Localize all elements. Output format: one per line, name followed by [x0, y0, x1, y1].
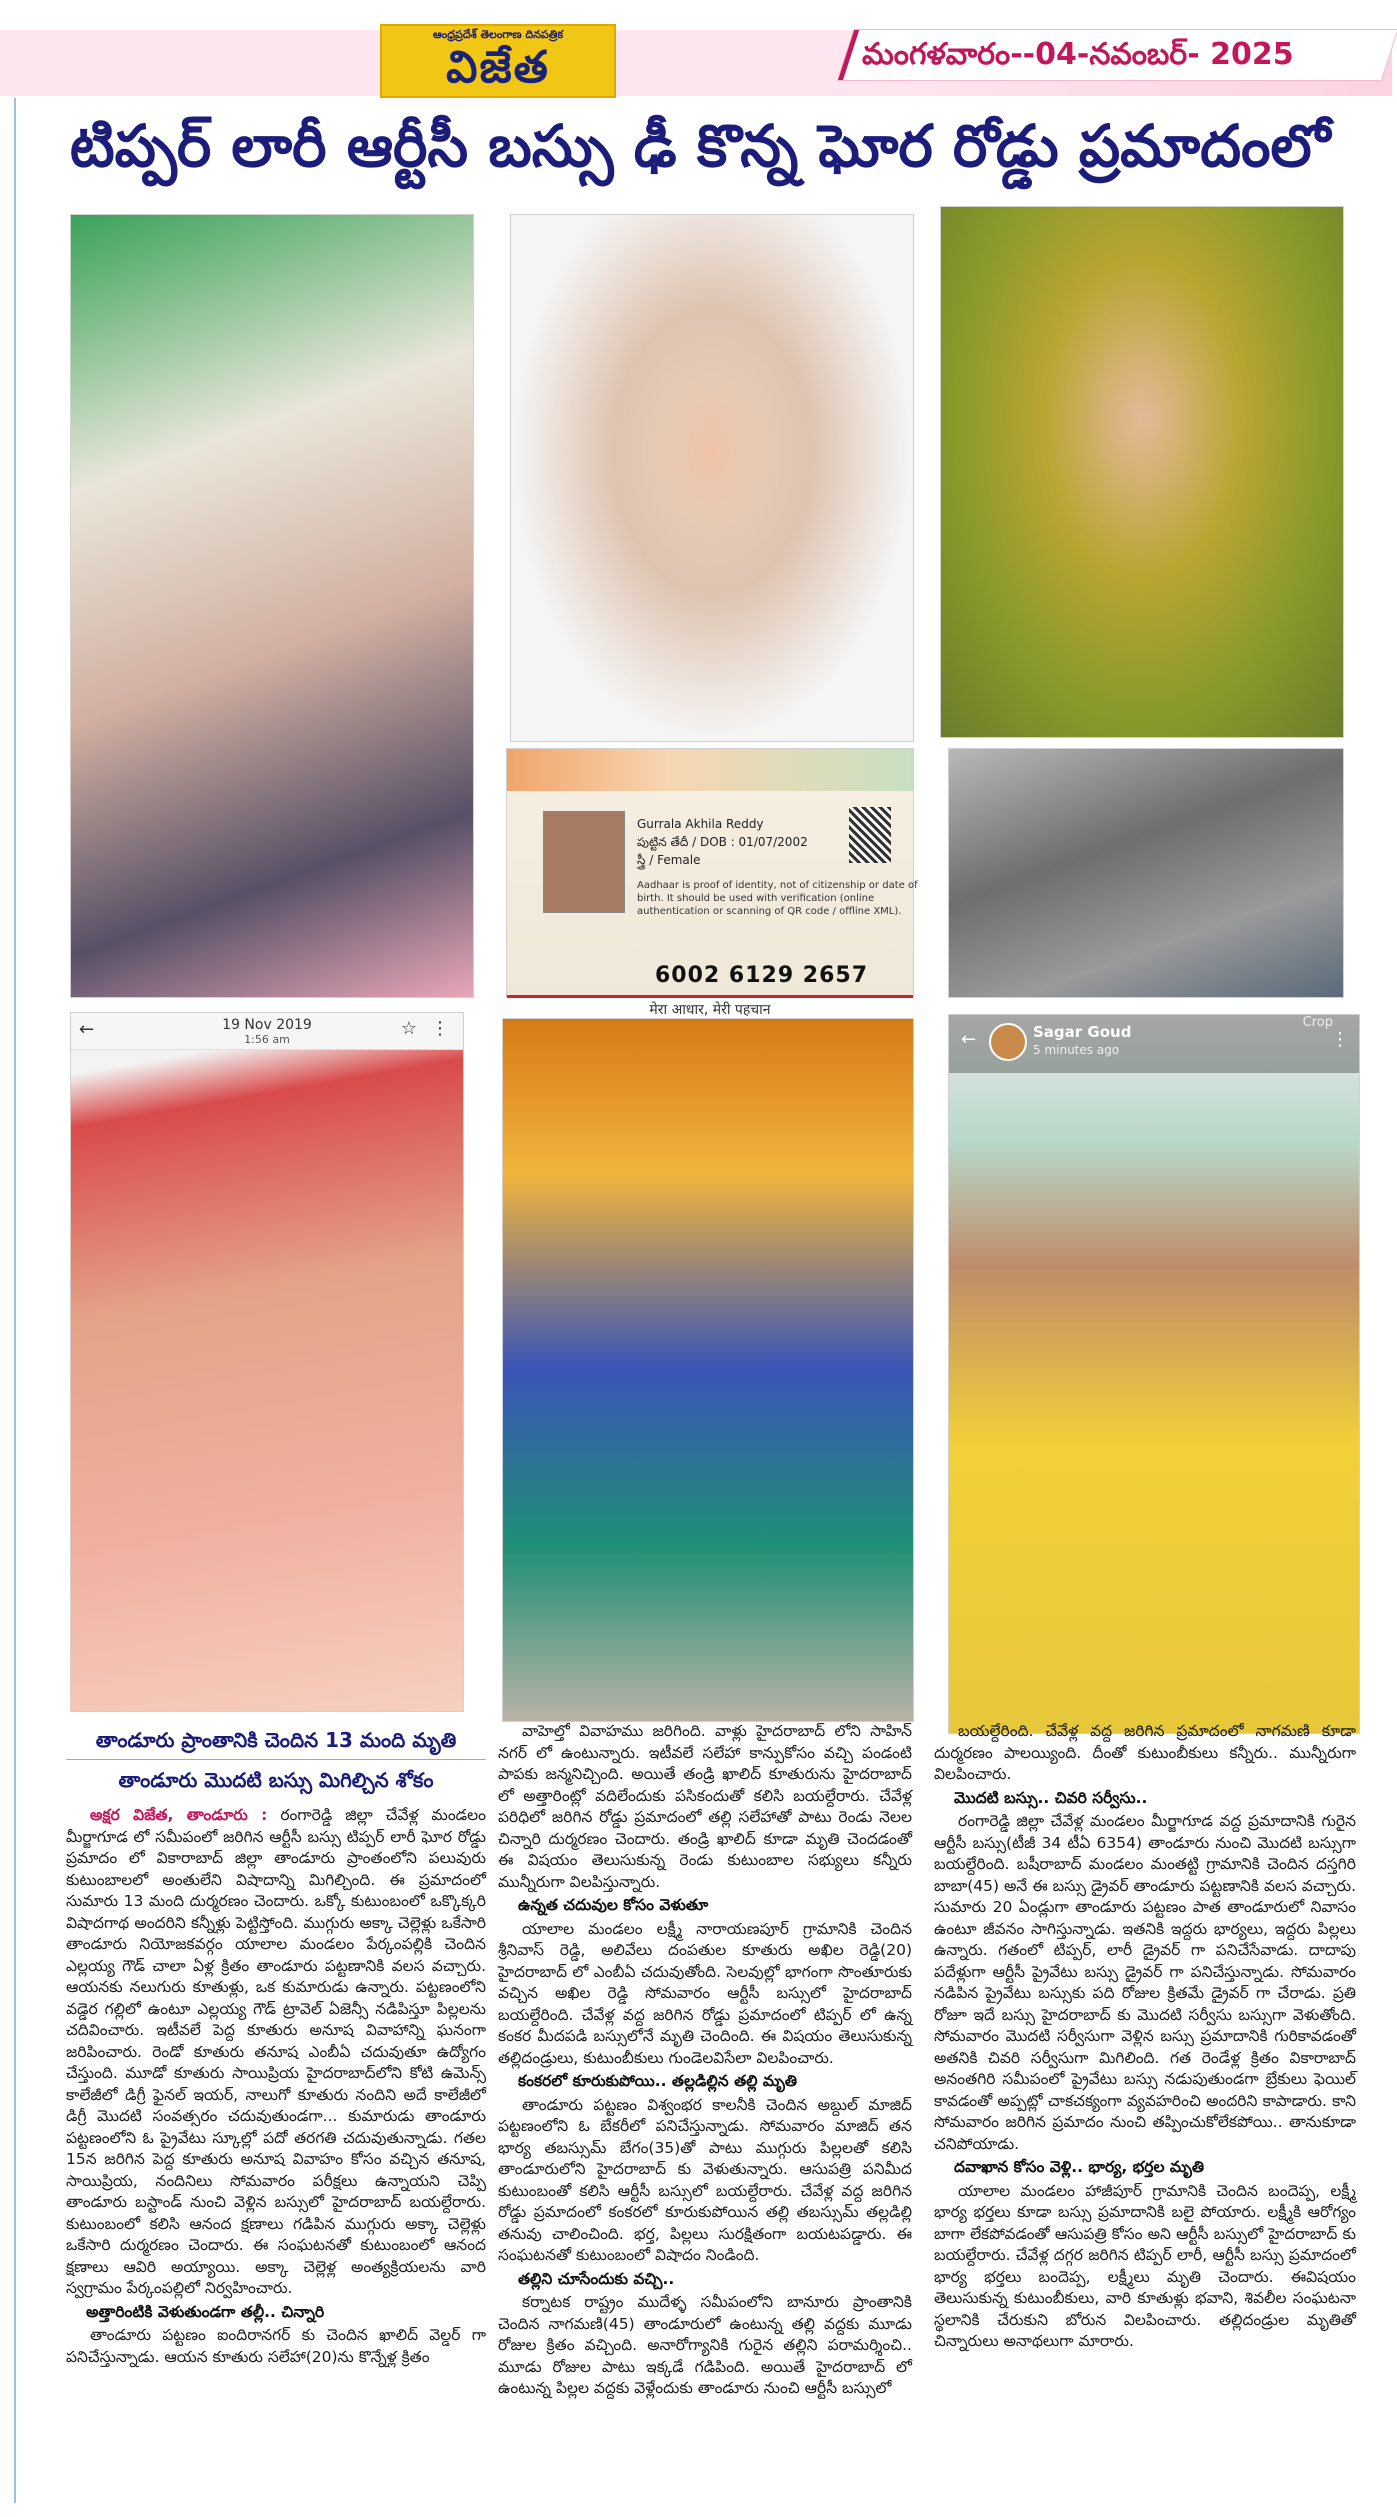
issue-date: మంగళవారం--04-నవంబర్- 2025 — [862, 37, 1294, 72]
article-column-1 — [66, 1805, 486, 2511]
back-arrow-icon: ← — [961, 1029, 977, 1050]
logo-tagline: ఆంధ్రప్రదేశ్ తెలంగాణ దినపత్రిక — [432, 28, 564, 41]
subheading: మొదటి బస్సు.. చివరి సర్వీసు.. — [954, 1788, 1148, 1807]
status-header — [949, 1015, 1359, 1073]
page-headline: టిప్పర్ లారీ ఆర్టీసీ బస్సు ఢీ కొన్న ఘోర రోడ్డు ప్రమాదంలో — [69, 112, 1331, 180]
caption-line-1: తాండూరు ప్రాంతానికి చెందిన 13 మంది మృతి — [66, 1721, 486, 1760]
aadhaar-dob: పుట్టిన తేదీ / DOB : 01/07/2002 — [637, 835, 808, 849]
crop-label: Crop — [1302, 1015, 1333, 1030]
article-paragraph: యాలాల మండలం హాజీపూర్ గ్రామానికి చెందిన బందెప్ప, లక్ష్మీ భార్య భర్తలు కూడా బస్సు ప్రమాదానికి బలై పోయారు. లక్ష్మీకి ఆరోగ్యం బాగా లేకపోవడంతో ఆసుపత్రి కోసం అని ఆర్టీసీ బస్సులో హైదరాబాద్ కు బయల్దేరారు. చేవేళ్ల దగ్గర జరిగిన టిప్పర్ లారీ, ఆర్టీసీ బస్సు ప్రమాదంలో భార్య భర్తలు బందెప్ప, లక్ష్మీలు మృతి చెందారు. ఈవిషయం తెలుసుకున్న కుటుంబీకులు, వారి కూతుళ్లు భవాని, శివలీల సంఘటనా స్థలానికి చేరుకుని బోరున విలపించారు. తల్లిదండ్రుల మృతితో చిన్నారులు అనాథలుగా మారారు. — [934, 2181, 1356, 2350]
photo-woman-saree — [948, 1014, 1360, 1734]
status-time: 5 minutes ago — [1033, 1043, 1120, 1057]
logo-name: విజేత — [446, 42, 550, 93]
more-vertical-icon: ⋮ — [431, 1018, 449, 1039]
article-paragraph: వాహెల్తో వివాహము జరిగింది. వాళ్లు హైదరాబాద్ లోని సాహిన్ నగర్ లో ఉంటున్నారు. ఇటీవలే సలేహా కాన్పుకోసం వచ్చి పండంటి పాపకు జన్మనిచ్చింది. అయితే తండ్రి ఖాలిద్ కూతురును హైదరాబాద్ లో అత్తారింట్లో వదిలేందుకు పసికందుతో కలిసి బయల్దేరారు. చేవేళ్ల పరిధిలో జరిగిన రోడ్డు ప్రమాదంలో తల్లి సలేహాతో పాటు రెండు నెలల చిన్నారి దుర్మరణం చెందారు. తండ్రి ఖాలిద్ కూడా మృతి చెందడంతో ఈ విషయం తెలుసుకున్న రెండు కుటుంబాల సభ్యులు కన్నీరు మున్నీరుగా విలపిస్తున్నారు. — [498, 1722, 912, 1891]
subheading: దవాఖాన కోసం వెళ్లి.. భార్య, భర్తల మృతి — [954, 2158, 1204, 2176]
article-paragraph — [66, 1805, 486, 2300]
photo-three-sisters — [502, 1018, 914, 1722]
photo-aadhaar-card — [506, 748, 918, 1018]
aadhaar-name: Gurrala Akhila Reddy — [637, 817, 764, 831]
qr-code-icon — [849, 807, 891, 863]
subheading: అత్తారింటికి వెళుతుండగా తల్లీ.. చిన్నారి — [86, 2302, 325, 2321]
aadhaar-portrait — [543, 811, 625, 913]
photo-phone-screenshot — [70, 1012, 464, 1712]
left-margin-rule — [14, 98, 16, 2503]
photo-woman-hijab — [510, 214, 914, 742]
subheading: ఉన్నత చదువుల కోసం వెళుతూ — [518, 1896, 709, 1914]
article-paragraph: బయల్దేరింది. చేవేళ్ల వద్ద జరిగిన ప్రమాదంలో నాగమణి కూడా దుర్మరణం పాలయ్యింది. దీంతో కుటుంబీకులు కన్నీరు.. మున్నీరుగా విలపించారు. — [934, 1722, 1356, 1783]
status-author: Sagar Goud — [1033, 1023, 1132, 1041]
article-paragraph: తాండూరు పట్టణం విశ్వంభర కాలనీకి చెందిన అబ్దుల్ మాజిద్ పట్టణంలోని ఓ బేకరీలో పనిచేస్తున్నాడు. సోమవారం మాజిద్ తన భార్య తబస్సుమ్ బేగం(35)తో పాటు ముగ్గురు పిల్లలతో కలిసి తాండూరులోని హైదరాబాద్ కు వెళుతున్నారు. ఆసుపత్రి పనిమీద కుటుంబంతో కలిసి ఆర్టీసీ బస్సులో బయల్దేరారు. చేవేళ్ల వద్ద జరిగిన రోడ్డు ప్రమాదంలో కంకరలో కూరుకుపోయిన తల్లి తబస్సుమ్ తల్లడిల్లి తనువు చాలించింది. భర్త, పిల్లలు సురక్షితంగా బయటపడ్డారు. ఈ సంఘటనతో కుటుంబంలో విషాదం నిండింది. — [498, 2095, 912, 2264]
photo-accident-scene — [948, 748, 1344, 998]
article-paragraph: తాండూరు పట్టణం ఐందిరానగర్ కు చెందిన ఖాలిద్ వెల్డర్ గా పనిచేస్తున్నాడు. ఆయన కూతురు సలేహా(20)ను కొన్నేళ్ల క్రితం — [66, 2326, 486, 2366]
byline: అక్షర విజేత, తాండూరు : — [90, 1806, 268, 1824]
phone-gallery-bar — [71, 1013, 463, 1050]
photo-infant — [70, 214, 474, 998]
aadhaar-number: 6002 6129 2657 — [655, 963, 869, 988]
subheading: తల్లిని చూసేందుకు వచ్చి.. — [518, 2269, 675, 2288]
back-arrow-icon: ← — [79, 1019, 95, 1040]
article-paragraph: కర్నాటక రాష్ట్రం ముదేళ్ళ సమీపంలోని బానూరు ప్రాంతానికి చెందిన నాగమణి(45) తాండూరులో ఉంటున్న తల్లి వద్దకు మూడు రోజుల క్రితం వచ్చింది. అనారోగ్యానికి గురైన తల్లిని పరామర్శించి.. మూడు రోజుల పాటు ఇక్కడే గడిపింది. అయితే హైదరాబాద్ లో ఉంటున్న పిల్లల వద్దకు వెళ్లేందుకు తాండూరు నుంచి ఆర్టీసీ బస్సులో — [498, 2293, 912, 2397]
article-paragraph: యాలాల మండలం లక్ష్మీ నారాయణపూర్ గ్రామానికి చెందిన శ్రీనివాస్ రెడ్డి, అలివేలు దంపతుల కూతురు అఖిల రెడ్డి(20) హైదరాబాద్ లో ఎంబీఏ చదువుతోంది. సెలవుల్లో భాగంగా సొంతూరుకు వచ్చిన అఖిల రెడ్డి సోమవారం ఆర్టీసీ బస్సులో హైదరాబాద్ బయల్దేరింది. చేవేళ్ల వద్ద జరిగిన రోడ్డు ప్రమాదంలో టిప్పర్ లో ఉన్న కంకర మీదపడి బస్సులోనే మృతి చెందింది. ఈ విషయం తెలుసుకున్న తల్లిదండ్రులు, కుటుంబీకులు గుండెలవిసేలా విలపించారు. — [498, 1919, 912, 2067]
aadhaar-header — [507, 749, 913, 791]
more-vertical-icon: ⋮ — [1331, 1029, 1349, 1050]
masthead — [0, 0, 1392, 100]
phone-photo-date: 19 Nov 2019 — [222, 1017, 312, 1033]
aadhaar-note: Aadhaar is proof of identity, not of citizenship or date of birth. It should be used with verification (online authentication or scanning of QR code / offline XML). — [637, 880, 918, 917]
photo-bride — [940, 206, 1344, 738]
newspaper-logo — [380, 24, 616, 98]
caption-line-2: తాండూరు మొదటి బస్సు మిగిల్చిన శోకం — [118, 1768, 434, 1792]
article-column-2 — [498, 1721, 912, 2511]
paragraph-text: రంగారెడ్డి జిల్లా చేవేళ్ల మండలం మీర్జాగూడ లో సమీపంలో జరిగిన ఆర్టీసీ బస్సు టిప్పర్ లారీ ఘోర రోడ్డు ప్రమాదం లో వికారాబాద్ జిల్లా తాండూరు ప్రాంతంలోని పలువురు కుటుంబాలలో అంతులేని విషాదాన్ని మిగిల్చింది. ఈ ప్రమాదంలో సుమారు 13 మంది దుర్మరణం చెందారు. ఒక్కో కుటుంబంలో ఒక్కొక్కరి విషాదగాథ అందరిని కన్నీళ్లు పెట్టిస్తోంది. ముగ్గురు అక్కా చెల్లెళ్లు ఒకేసారి తాండూరు నియోజకవర్గం యాలాల మండలం పేర్కంపల్లికి చెందిన ఎల్లయ్య గౌడ్ చాలా ఏళ్ల క్రితం తాండూరు పట్టణానికి వలస వచ్చారు. ఆయనకు నలుగురు కూతుళ్లు, ఒక కుమారుడు ఉన్నారు. పట్టణంలోని వడ్డెర గల్లిలో ఉంటూ ఎల్లయ్య గౌడ్ ట్రావెల్ ఏజెన్సీ నడిపిస్తూ పిల్లలను చదివించారు. ఇటీవలే పెద్ద కూతురు అనూష వివాహాన్ని ఘనంగా జరిపించారు. రెండో కూతురు తనూష ఎంబీఏ చదువుతూ ఉద్యోగం చేస్తుంది. మూడో కూతురు సాయిప్రియ హైదరాబాద్‌లోని కోటి ఉమెన్స్ కాలేజీలో డిగ్రీ ఫైనల్ ఇయర్, నాలుగో కూతురు నందిని అదే కాలేజీలో డిగ్రీ మొదటి సంవత్సరం చదువుతుండగా... కుమారుడు తాండూరు పట్టణంలోని ఓ ప్రైవేటు స్కూల్లో పదో తరగతి చదువుతున్నాడు. గతల 15న జరిగిన పెద్ద కూతురు అనూష వివాహం కోసం వచ్చిన తనూష, సాయిప్రియ, నందినిలు సోమవారం పరీక్షలు ఉన్నాయని చెప్పి తాండూరు బస్టాండ్ నుంచి వెళ్లిన బస్సులో హైదరాబాద్ బయల్దేరారు. కుటుంబంలో కలిసి ఆనంద క్షణాలు గడిపిన ముగ్గురు అక్కా చెల్లెళ్లు ఒకేసారి దుర్మరణం చెందారు. ఈ సంఘటనతో కుటుంబంలో ఆనంద క్షణాలు ఆవిరి అయ్యాయి. అక్కా చెల్లెళ్ల అంత్యక్రియలను వారి స్వగ్రామం పేర్కంపల్లిలో నిర్వహించారు. — [66, 1806, 487, 2297]
star-icon: ☆ — [400, 1018, 417, 1039]
article-column-3 — [934, 1721, 1356, 2511]
phone-photo-time: 1:56 am — [244, 1033, 290, 1046]
article-paragraph: రంగారెడ్డి జిల్లా చేవేళ్ల మండలం మీర్జాగూడ వద్ద ప్రమాదానికి గురైన ఆర్టీసీ బస్సు(టీజీ 34 టీఏ 6354) తాండూరు నుంచి మొదటి బస్సుగా బయల్దేరింది. బషీరాబాద్ మండలం మంతట్టి గ్రామానికి చెందిన దస్తగిరి బాబా(45) అనే ఈ బస్సు డ్రైవర్ తాండూరు పట్టణానికి వలస వచ్చారు. సుమారు 20 ఏండ్లుగా తాండూరు పట్టణం పాత తాండూరులో నివాసం ఉంటూ జీవనం సాగిస్తున్నాడు. ఇతనికి ఇద్దరు భార్యలు, ఇద్దరు పిల్లలు ఉన్నారు. గతంలో టిప్పర్, లారీ డ్రైవర్ గా పనిచేసేవాడు. దాదాపు పదేళ్లుగా ఆర్టీసీ ప్రైవేటు బస్సు డ్రైవర్ గా పనిచేస్తున్నాడు. సోమవారం నడిపిన ప్రైవేటు బస్సుకు పది రోజుల క్రితమే డ్రైవర్ గా చేరాడు. ప్రతి రోజూ ఇదే బస్సు హైదరాబాద్ కు మొదటి సర్వీసు బస్సుగా వెళుతోంది. సోమవారం మొదటి సర్వీసుగా వెళ్లిన బస్సు ప్రమాదానికి గురికావడంతో అతనికి చివరి సర్వీసుగా మిగిలింది. గత రెండేళ్ల క్రితం వికారాబాద్ అనంతగిరి సమీపంలో ప్రైవేటు బస్సు నడుపుతుండగా బ్రేకులు ఫెయిల్ కావడంతో అప్పట్లో చాకచక్యంగా వ్యవహరించి అందరిని కాపాడారు. కాని సోమవారం జరిగిన ప్రమాదం నుంచి తప్పించుకోలేకపోయి.. తానుకూడా చనిపోయాడు. — [934, 1812, 1356, 2153]
aadhaar-footer: मेरा आधार, मेरी पहचान — [507, 995, 913, 1024]
aadhaar-sex: స్త్రీ / Female — [637, 853, 701, 867]
subheading: కంకరలో కూరుకుపోయి.. తల్లడిల్లిన తల్లి మృతి — [518, 2072, 798, 2090]
avatar — [989, 1023, 1027, 1061]
